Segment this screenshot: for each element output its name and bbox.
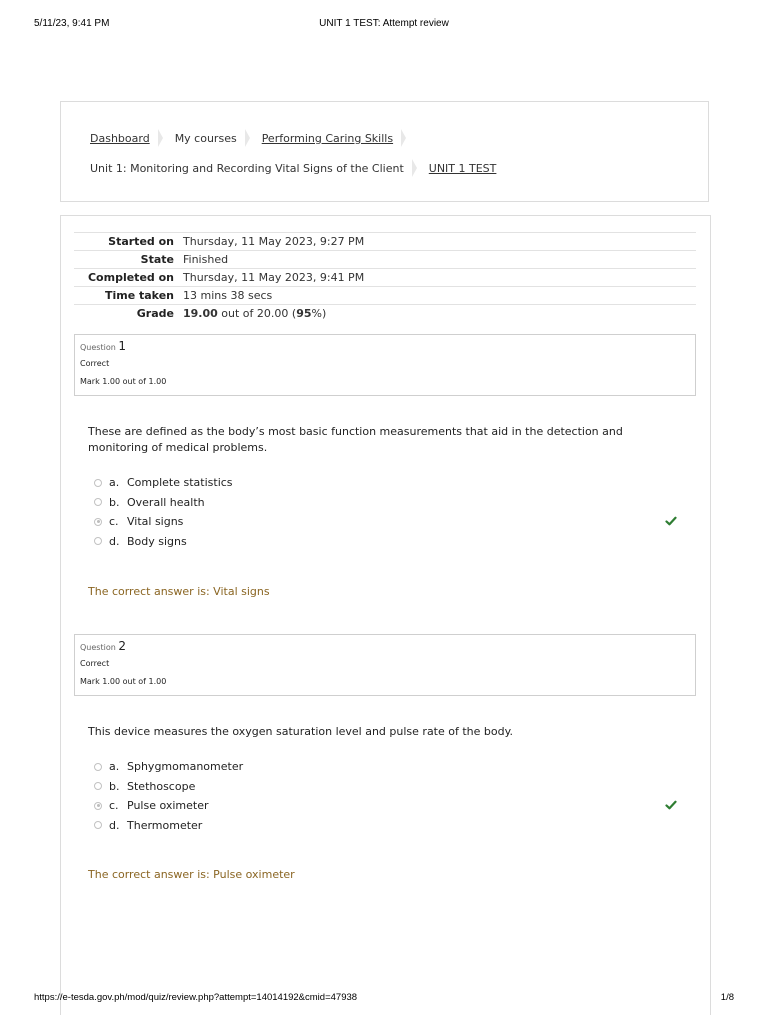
radio-button[interactable] (94, 479, 102, 487)
breadcrumb (60, 101, 709, 202)
answer-letter: a. (109, 760, 120, 774)
radio-button-selected[interactable] (94, 802, 102, 810)
question-state: Correct (80, 659, 110, 668)
breadcrumb-quiz-link[interactable]: UNIT 1 TEST (428, 161, 497, 175)
radio-button[interactable] (94, 821, 102, 829)
question-mark: Mark 1.00 out of 1.00 (80, 377, 167, 386)
question-number-value: 2 (118, 639, 126, 653)
answer-option[interactable] (94, 532, 684, 552)
answer-letter: a. (109, 476, 120, 490)
answer-list (94, 473, 684, 551)
print-page-number: 1/8 (720, 992, 734, 1003)
answer-list (94, 757, 684, 835)
question-number (80, 639, 126, 653)
question-text: These are defined as the body’s most basic function measurements that aid in the detection and monitoring of medical problems. (88, 425, 623, 454)
question-state: Correct (80, 359, 110, 368)
question-mark: Mark 1.00 out of 1.00 (80, 677, 167, 686)
answer-text: Stethoscope (127, 779, 196, 793)
summary-value: Finished (183, 251, 696, 269)
summary-label: Completed on (74, 269, 183, 287)
answer-letter: c. (109, 515, 119, 529)
question-text: This device measures the oxygen saturation level and pulse rate of the body. (88, 725, 514, 738)
breadcrumb-separator-icon (401, 129, 406, 147)
question-info-box (74, 334, 696, 396)
radio-button-selected[interactable] (94, 518, 102, 526)
summary-row-state (74, 251, 696, 269)
summary-row-time (74, 287, 696, 305)
correct-answer-feedback: The correct answer is: Pulse oximeter (88, 868, 295, 881)
grade-score: 19.00 (183, 307, 218, 320)
radio-button[interactable] (94, 537, 102, 545)
print-footer (34, 992, 734, 1006)
answer-text: Vital signs (127, 515, 184, 529)
answer-letter: d. (109, 818, 120, 832)
answer-option[interactable] (94, 777, 684, 797)
answer-letter: c. (109, 799, 119, 813)
answer-text: Complete statistics (127, 476, 233, 490)
print-url: https://e-tesda.gov.ph/mod/quiz/review.php?attempt=14014192&cmid=47938 (34, 992, 358, 1003)
radio-button[interactable] (94, 782, 102, 790)
grade-suffix: %) (311, 307, 327, 320)
checkmark-icon (665, 799, 677, 811)
answer-letter: d. (109, 534, 120, 548)
breadcrumb-course-link[interactable]: Performing Caring Skills (261, 131, 394, 145)
summary-value: 13 mins 38 secs (183, 287, 696, 305)
answer-letter: b. (109, 495, 120, 509)
breadcrumb-my-courses[interactable]: My courses (174, 131, 237, 145)
answer-option[interactable] (94, 816, 684, 836)
answer-text: Overall health (127, 495, 205, 509)
breadcrumb-row (90, 159, 496, 177)
attempt-review-card (60, 215, 711, 1015)
radio-button[interactable] (94, 498, 102, 506)
answer-text: Body signs (127, 534, 187, 548)
question-label: Question (80, 343, 119, 352)
print-header (34, 18, 734, 32)
breadcrumb-row (90, 129, 418, 147)
answer-text: Thermometer (127, 818, 203, 832)
checkmark-icon (665, 515, 677, 527)
summary-label: Grade (74, 305, 183, 323)
attempt-summary-table (74, 232, 696, 322)
answer-option-selected[interactable] (94, 796, 684, 816)
answer-option-selected[interactable] (94, 512, 684, 532)
answer-letter: b. (109, 779, 120, 793)
print-title: UNIT 1 TEST: Attempt review (319, 18, 449, 29)
summary-value (183, 305, 696, 323)
answer-text: Pulse oximeter (127, 799, 209, 813)
question-number-value: 1 (118, 339, 126, 353)
answer-option[interactable] (94, 757, 684, 777)
answer-text: Sphygmomanometer (127, 760, 244, 774)
breadcrumb-section[interactable]: Unit 1: Monitoring and Recording Vital Signs of the Client (90, 161, 404, 175)
grade-out-of: out of 20.00 ( (217, 307, 297, 320)
question-info-box (74, 634, 696, 696)
breadcrumb-separator-icon (412, 159, 417, 177)
correct-answer-feedback: The correct answer is: Vital signs (88, 585, 270, 598)
radio-button[interactable] (94, 763, 102, 771)
breadcrumb-separator-icon (245, 129, 250, 147)
answer-option[interactable] (94, 493, 684, 513)
answer-option[interactable] (94, 473, 684, 493)
summary-row-grade (74, 305, 696, 323)
question-label: Question (80, 643, 119, 652)
summary-value: Thursday, 11 May 2023, 9:27 PM (183, 233, 696, 251)
summary-row-completed (74, 269, 696, 287)
summary-value: Thursday, 11 May 2023, 9:41 PM (183, 269, 696, 287)
summary-label: State (74, 251, 183, 269)
summary-label: Time taken (74, 287, 183, 305)
print-date: 5/11/23, 9:41 PM (34, 18, 110, 29)
summary-row-started (74, 233, 696, 251)
grade-percent: 95 (296, 307, 312, 320)
summary-label: Started on (74, 233, 183, 251)
breadcrumb-separator-icon (158, 129, 163, 147)
breadcrumb-dashboard-link[interactable]: Dashboard (90, 131, 150, 145)
question-number (80, 339, 126, 353)
